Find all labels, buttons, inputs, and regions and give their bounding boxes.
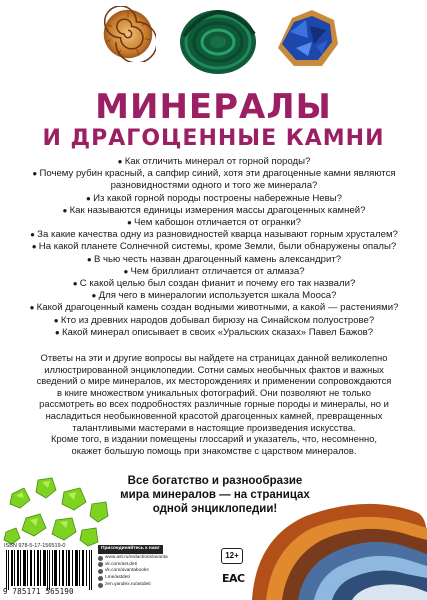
question-item: ● Для чего в минералогии используется шкала Мооса? [14,290,414,302]
title-line-2: И ДРАГОЦЕННЫЕ КАМНИ [42,126,385,151]
social-link[interactable]: t.me/astdeti [98,575,218,582]
question-item: ● Какой драгоценный камень создан водными животными, а какой — растениями? [14,302,414,314]
zen-icon [98,583,103,588]
question-list [14,156,414,339]
question-item: ● Из какой горной породы построены набережные Невы? [14,193,414,205]
green-crystals-image [2,474,112,550]
question-item: ● Как называются единицы измерения массы драгоценных камней? [14,205,414,217]
question-item: ● За какие качества одну из разновидностей кварца называют горным хрусталем? [14,229,414,241]
question-item: ● Кто из древних народов добывал бирюзу на Синайском полуострове? [14,315,414,327]
question-item: ● На какой планете Солнечной системы, кроме Земли, были обнаружены опалы? [14,241,414,253]
question-item: ● В чью честь назван драгоценный камень александрит? [14,254,414,266]
social-link[interactable]: vk.com/ast.deti [98,562,218,569]
vk-icon [98,569,103,574]
malachite-image [178,6,258,76]
agate-image [246,498,427,600]
eac-mark: ЕАС [222,572,245,585]
social-link[interactable]: zen.yandex.ru/astdeti [98,582,218,589]
vk-icon [98,562,103,567]
question-item: ● Как отличить минерал от горной породы? [14,156,414,168]
isbn-digits: 9 785171 565190 [3,587,74,596]
azurite-image [272,4,342,74]
question-item: ● Чем бриллиант отличается от алмаза? [14,266,414,278]
question-item: ● Чем кабошон отличается от огранки? [14,217,414,229]
description-paragraph: Ответы на эти и другие вопросы вы найдете на страницах данной великолепно иллюстрированной энциклопедии. Сотни самых необычных фактов и важных сведений о мире минералов, их месторождениях и применении сопровождаются в книге множеством уникальных фотографий. Они позволяют не только рассмотреть во всех подробностях различные горные породы и минералы, но и насладиться необыкновенной красотой драгоценных камней, превращенных талантливыми мастерами в настоящие произведения искусства. [36,352,392,433]
description-paragraph: Кроме того, в издании помещены глоссарий и указатель, что, несомненно, окажет большую помощь при знакомстве с царством минералов. [50,433,378,456]
social-link[interactable]: www.ast.ru/redactions/avanta [98,555,218,562]
tagline: Все богатство и разнообразие мира минералов — на страницах одной энциклопедии! [120,475,310,515]
telegram-icon [98,576,103,581]
globe-icon [98,556,103,561]
isbn-label: ISBN 978-5-17-156519-0 [4,543,66,549]
ammonite-image [100,6,156,62]
question-item: ● С какой целью был создан фианит и почему его так назвали? [14,278,414,290]
social-link[interactable]: vk.com/avantabooks [98,568,218,575]
social-links [98,545,218,589]
age-rating-badge: 12+ [221,548,243,564]
question-item: ● Какой минерал описывает в своих «Уральских сказах» Павел Бажов? [14,327,414,339]
description-text [36,352,392,456]
join-label: Присоединяйтесь к нам! [98,545,163,554]
question-item: ● Почему рубин красный, а сапфир синий, хотя эти драгоценные камни являются разновидностями одного и того же минерала? [14,168,414,192]
barcode [4,550,96,590]
title-line-1: МИНЕРАЛЫ [95,87,332,127]
